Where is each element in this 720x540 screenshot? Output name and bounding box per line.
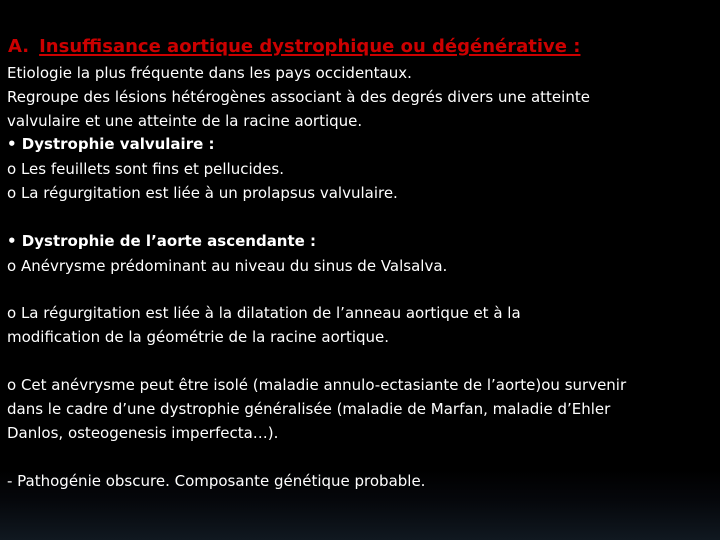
- body-line-feuillets: o Les feuillets sont fins et pellucides.: [7, 160, 284, 178]
- body-line-geometrie: modification de la géométrie de la racine aortique.: [7, 328, 390, 346]
- body-line-anevrysme: o Anévrysme prédominant au niveau du sinus de Valsalva.: [7, 257, 448, 275]
- body-line-pathogenie: - Pathogénie obscure. Composante génétique probable.: [7, 472, 426, 490]
- title-marker: A.: [8, 36, 30, 57]
- body-line-danlos: Danlos, osteogenesis imperfecta…).: [7, 424, 279, 442]
- title-text: Insuffisance aortique dystrophique ou dégénérative :: [39, 36, 581, 57]
- section-heading-dystrophie-aorte: • Dystrophie de l’aorte ascendante :: [7, 232, 317, 250]
- section-heading-dystrophie-valvulaire: • Dystrophie valvulaire :: [7, 135, 215, 153]
- body-line-dilatation: o La régurgitation est liée à la dilatation de l’anneau aortique et à la: [7, 304, 521, 322]
- body-line-regroupe: Regroupe des lésions hétérogènes associant à des degrés divers une atteinte: [7, 88, 590, 106]
- body-line-generalisee: dans le cadre d’une dystrophie généralisée (maladie de Marfan, maladie d’Ehler: [7, 400, 611, 418]
- body-line-valvulaire: valvulaire et une atteinte de la racine aortique.: [7, 112, 363, 130]
- body-line-prolapsus: o La régurgitation est liée à un prolapsus valvulaire.: [7, 184, 398, 202]
- slide-title: [8, 35, 708, 59]
- body-line-isole: o Cet anévrysme peut être isolé (maladie annulo-ectasiante de l’aorte)ou survenir: [7, 376, 627, 394]
- body-line-etiologie: Etiologie la plus fréquente dans les pays occidentaux.: [7, 64, 412, 82]
